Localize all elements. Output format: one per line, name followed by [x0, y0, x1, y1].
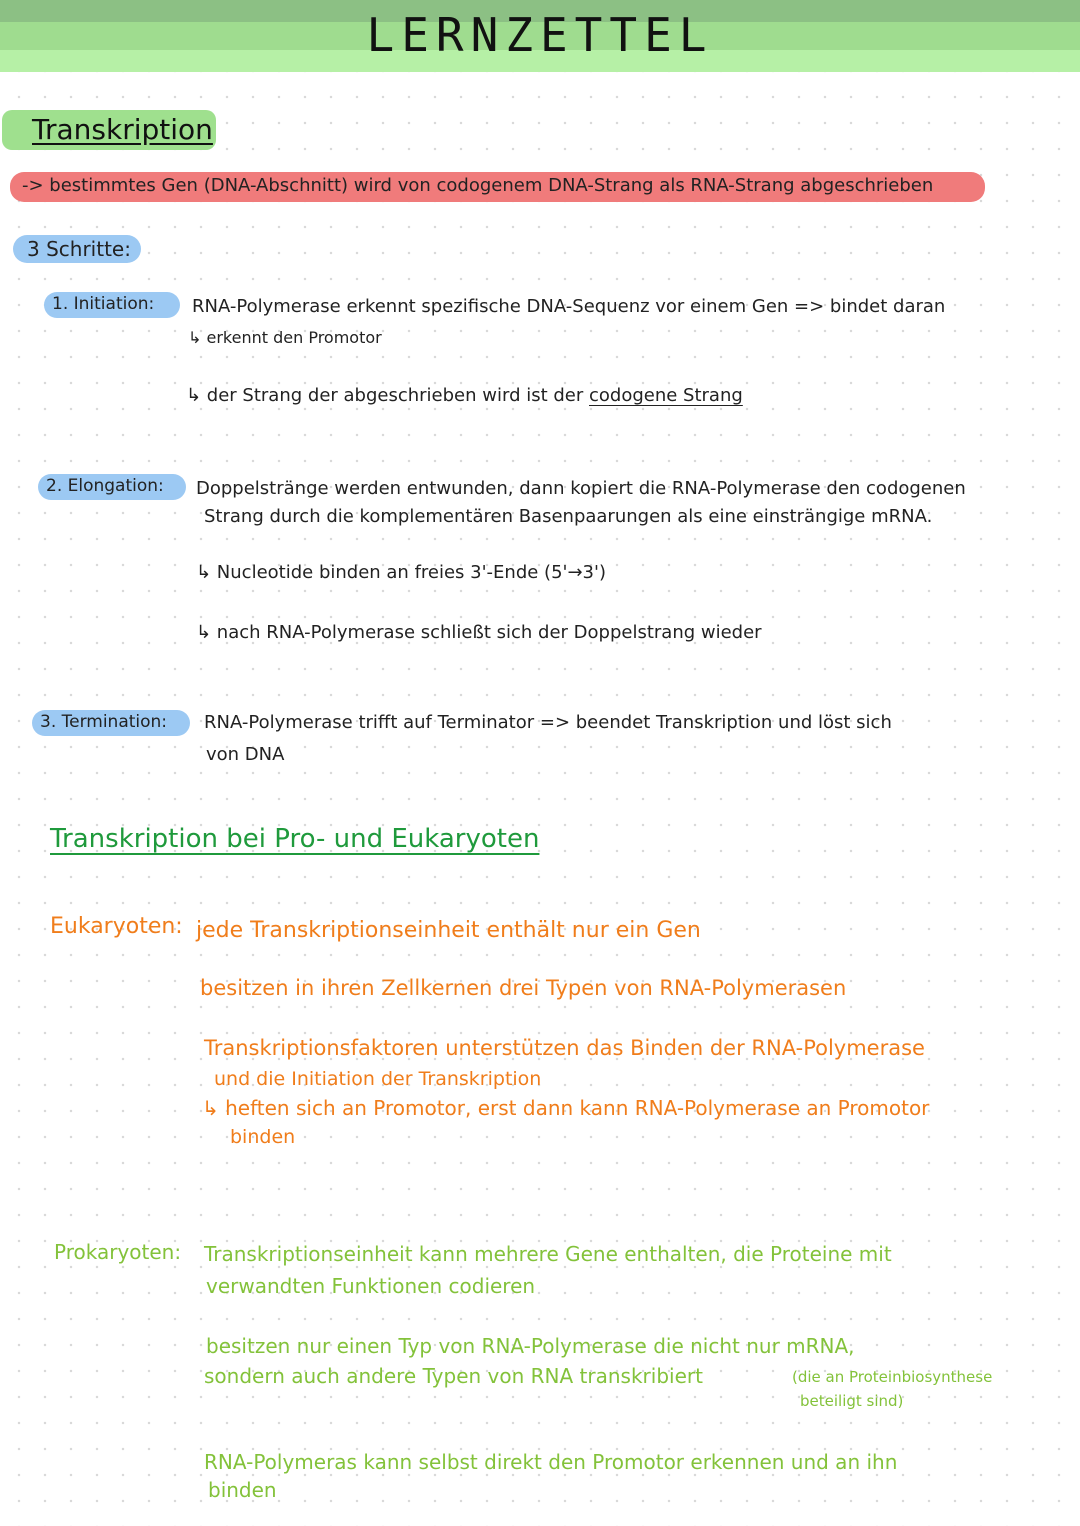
eukaryoten-line-6: binden	[230, 1126, 296, 1148]
prokaryoten-line-5: RNA-Polymeras kann selbst direkt den Promotor erkennen und an ihn	[204, 1450, 898, 1474]
prokaryoten-label: Prokaryoten:	[54, 1240, 182, 1264]
eukaryoten-line-1: jede Transkriptionseinheit enthält nur ein Gen	[196, 918, 701, 943]
eukaryoten-line-4: und die Initiation der Transkription	[214, 1068, 542, 1090]
prokaryoten-line-6: binden	[208, 1478, 277, 1502]
step-elongation-line-2: Strang durch die komplementären Basenpaarungen als eine einsträngige mRNA.	[204, 506, 933, 527]
step-initiation-line-3-text: ↳ der Strang der abgeschrieben wird ist der	[186, 385, 589, 406]
prokaryoten-note-line-1: (die an Proteinbiosynthese	[792, 1368, 993, 1386]
eukaryoten-label: Eukaryoten:	[50, 914, 183, 939]
page-title: LERNZETTEL	[366, 8, 714, 62]
eukaryoten-line-5: ↳ heften sich an Promotor, erst dann kann RNA-Polymerase an Promotor	[202, 1096, 930, 1120]
definition-highlight	[10, 172, 985, 202]
prokaryoten-note-line-2: beteiligt sind)	[800, 1392, 904, 1410]
step-elongation-line-4: ↳ nach RNA-Polymerase schließt sich der Doppelstrang wieder	[196, 622, 762, 643]
section-heading-pro-eukaryoten: Transkription bei Pro- und Eukaryoten	[50, 824, 540, 854]
header-banner	[0, 0, 1080, 72]
prokaryoten-line-3: besitzen nur einen Typ von RNA-Polymerase die nicht nur mRNA,	[206, 1334, 855, 1358]
codogene-strang-emphasis: codogene Strang	[589, 385, 743, 406]
section-heading-transkription	[2, 110, 216, 150]
steps-heading	[13, 235, 141, 263]
step-initiation-line-3	[186, 385, 743, 406]
steps-heading-text: 3 Schritte:	[27, 237, 131, 261]
step-label-initiation	[44, 292, 180, 318]
step-label-text: 2. Elongation:	[46, 476, 164, 496]
definition-text: -> bestimmtes Gen (DNA-Abschnitt) wird von codogenem DNA-Strang als RNA-Strang abgeschrieben	[22, 175, 934, 196]
step-elongation-line-1: Doppelstränge werden entwunden, dann kopiert die RNA-Polymerase den codogenen	[196, 478, 966, 499]
step-label-text: 3. Termination:	[40, 712, 168, 732]
step-termination-line-2: von DNA	[206, 744, 285, 765]
section-heading-text: Transkription	[32, 113, 213, 146]
step-elongation-line-3: ↳ Nucleotide binden an freies 3'-Ende (5'→3')	[196, 562, 606, 583]
prokaryoten-line-4: sondern auch andere Typen von RNA transkribiert	[204, 1364, 703, 1388]
prokaryoten-line-2: verwandten Funktionen codieren	[206, 1274, 536, 1298]
step-initiation-line-2: ↳ erkennt den Promotor	[188, 328, 382, 347]
step-label-text: 1. Initiation:	[52, 294, 155, 314]
step-label-termination	[32, 710, 190, 736]
step-termination-line-1: RNA-Polymerase trifft auf Terminator => beendet Transkription und löst sich	[204, 712, 892, 733]
eukaryoten-line-3: Transkriptionsfaktoren unterstützen das Binden der RNA-Polymerase	[204, 1036, 925, 1060]
step-initiation-line-1: RNA-Polymerase erkennt spezifische DNA-Sequenz vor einem Gen => bindet daran	[192, 296, 946, 317]
prokaryoten-line-1: Transkriptionseinheit kann mehrere Gene enthalten, die Proteine mit	[204, 1242, 892, 1266]
step-label-elongation	[38, 474, 186, 500]
eukaryoten-line-2: besitzen in ihren Zellkernen drei Typen von RNA-Polymerasen	[200, 976, 847, 1000]
